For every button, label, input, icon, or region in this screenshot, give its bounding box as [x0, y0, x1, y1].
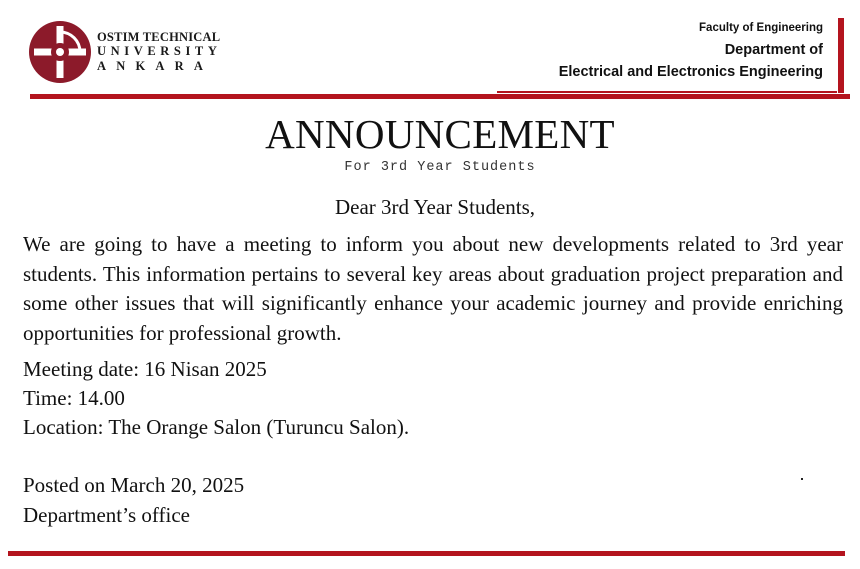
posted-date: Posted on March 20, 2025	[23, 473, 245, 497]
announcement-title: ANNOUNCEMENT	[265, 111, 615, 157]
header-vertical-rule	[838, 18, 844, 93]
faculty-name: Faculty of Engineering	[699, 22, 823, 34]
posted-by: Department’s office	[23, 503, 190, 527]
university-name	[97, 30, 222, 74]
meeting-date: Meeting date: 16 Nisan 2025	[23, 357, 267, 381]
header-thin-rule	[497, 91, 837, 93]
announcement-subtitle: For 3rd Year Students	[344, 160, 536, 175]
university-logo	[28, 20, 92, 84]
university-name-line3: ANKARA	[97, 59, 214, 73]
meeting-details	[23, 355, 409, 442]
announcement-body: We are going to have a meeting to inform you about new developments related to 3rd year students. This information pertains to several key areas about graduation project preparation and some other issues that will significantly enhance your academic journey and provide enriching opportunities for professional growth.	[23, 232, 843, 345]
footer-rule	[8, 551, 845, 556]
department-header	[559, 20, 823, 83]
greeting: Dear 3rd Year Students,	[334, 195, 536, 219]
meeting-location: Location: The Orange Salon (Turuncu Salon).	[23, 415, 410, 439]
university-name-line2: UNIVERSITY	[97, 44, 222, 58]
university-name-line1: OSTIM TECHNICAL	[97, 30, 221, 44]
posting-info	[23, 470, 244, 530]
department-name-line1: Department of	[724, 42, 823, 58]
meeting-time: Time: 14.00	[23, 386, 125, 410]
header-rule	[30, 94, 850, 99]
stray-dot	[801, 478, 803, 480]
department-name-line2: Electrical and Electronics Engineering	[558, 64, 823, 80]
